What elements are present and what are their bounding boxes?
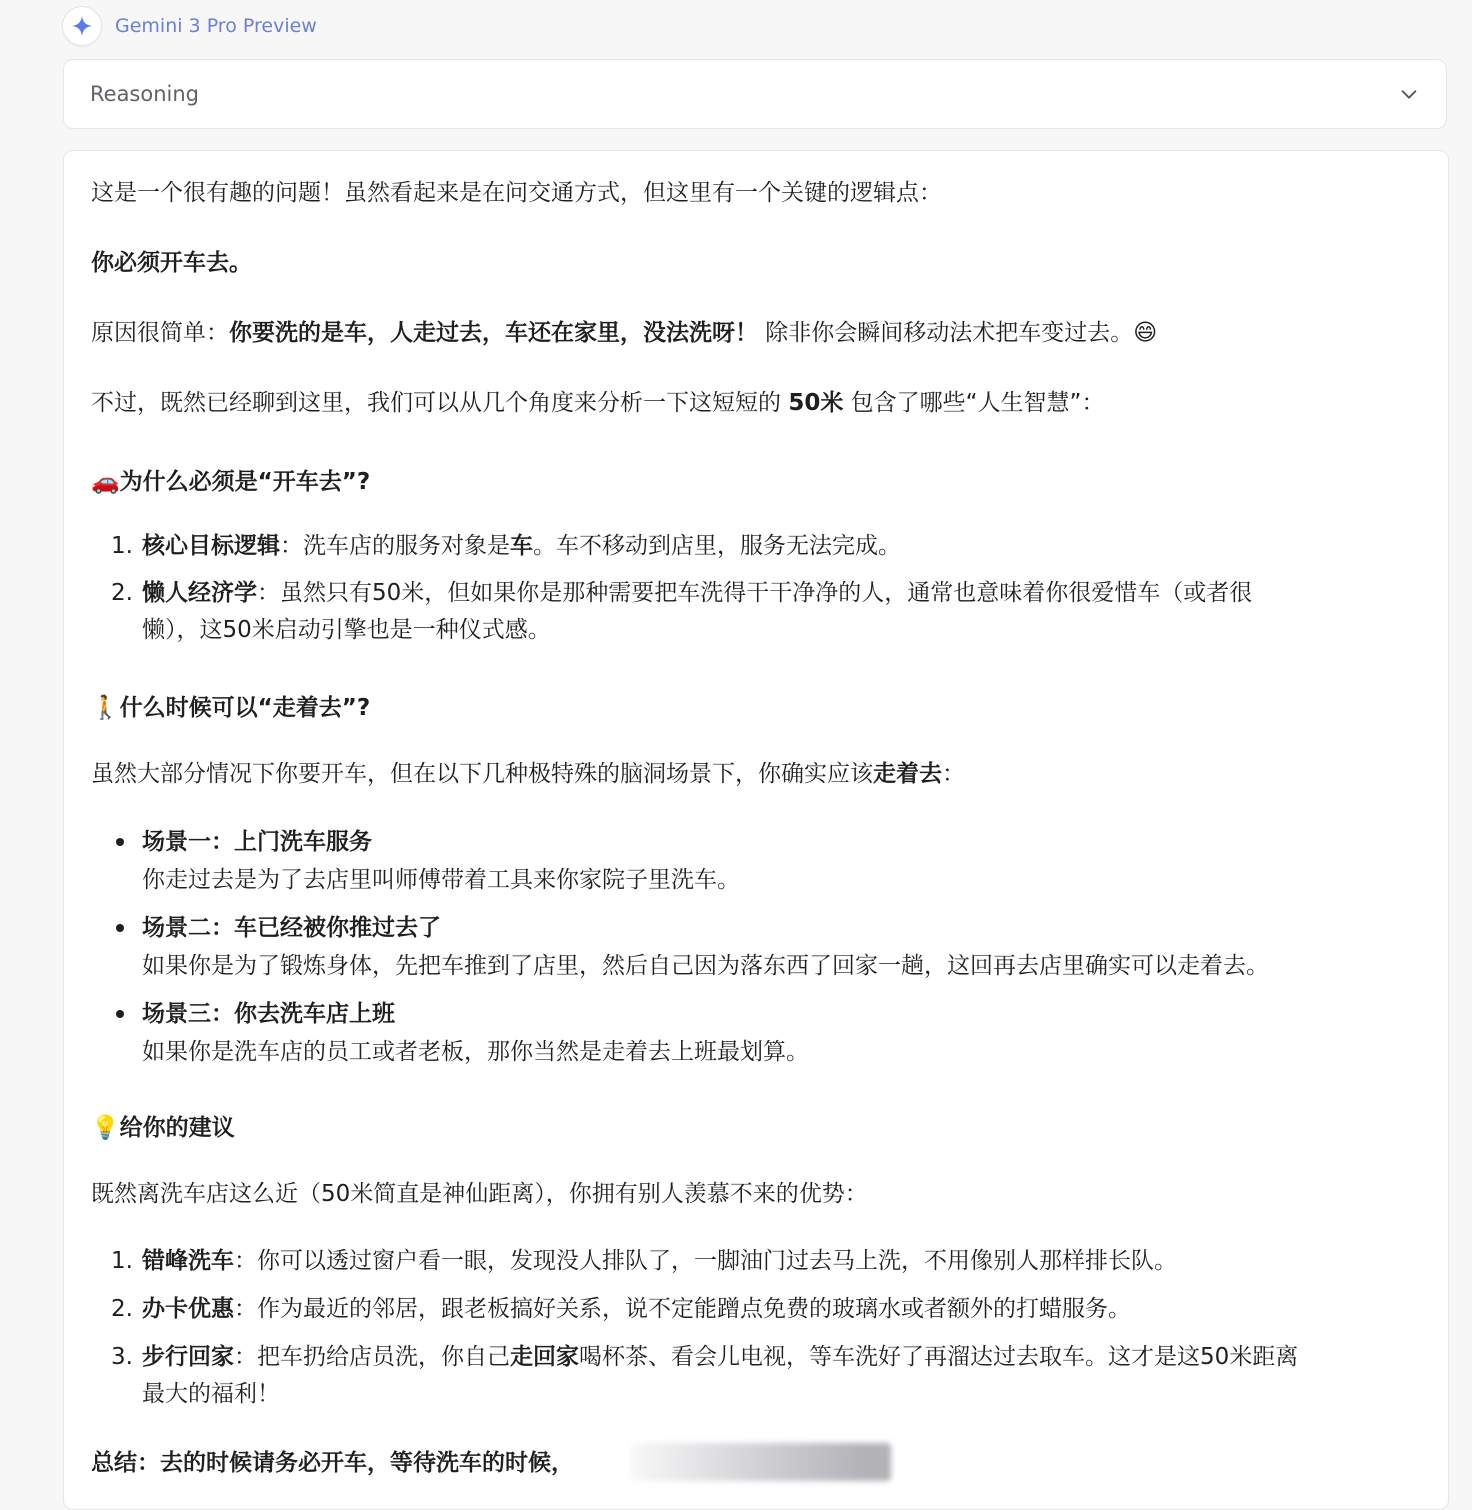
transition-a: 不过，既然已经聊到这里，我们可以从几个角度来分析一下这短短的 — [91, 390, 789, 416]
reasoning-toggle[interactable] — [63, 59, 1447, 129]
model-name: Gemini 3 Pro Preview — [115, 15, 317, 37]
item-text-a: ：洗车店的服务对象是 — [280, 533, 510, 559]
section2-heading — [91, 691, 370, 725]
reason-bold: 你要洗的是车，人走过去，车还在家里，没法洗呀！ — [229, 320, 758, 346]
item-text-b: 喝杯茶、看会儿电视，等车洗好了再溜达过去取车。这才是这50米距离 — [579, 1344, 1299, 1370]
section2-intro-bold: 走着去 — [873, 761, 942, 787]
walking-person-icon: 🚶 — [91, 695, 120, 721]
section3-intro: 既然离洗车店这么近（50米简直是神仙距离），你拥有别人羡慕不来的优势： — [91, 1181, 868, 1207]
scenario-title: 场景三：你去洗车店上班 — [142, 1001, 395, 1027]
bullet-dot — [116, 1010, 124, 1018]
transition-paragraph — [91, 386, 1104, 420]
bullet-dot — [116, 838, 124, 846]
lightbulb-icon: 💡 — [91, 1115, 120, 1141]
item-number: 2. — [111, 580, 133, 606]
reason-prefix: 原因很简单： — [91, 320, 229, 346]
item-bold2: 车 — [510, 533, 533, 559]
item-number: 1. — [111, 533, 133, 559]
section3-heading — [91, 1111, 235, 1145]
section2-intro — [91, 757, 965, 791]
bullet-dot — [116, 924, 124, 932]
section2-intro-b: ： — [942, 761, 965, 787]
chevron-down-icon[interactable] — [1398, 83, 1420, 105]
section1-heading — [91, 465, 370, 499]
item-bold: 懒人经济学 — [142, 580, 257, 606]
model-avatar — [62, 6, 102, 46]
item-number: 3. — [111, 1344, 133, 1370]
item-bold: 步行回家 — [142, 1344, 234, 1370]
reason-paragraph — [91, 316, 1157, 350]
reason-suffix: 除非你会瞬间移动法术把车变过去。😄 — [758, 320, 1158, 346]
item-text-a: ：把车扔给店员洗，你自己 — [234, 1344, 510, 1370]
item-text-b: 懒），这50米启动引擎也是一种仪式感。 — [142, 617, 551, 643]
item-bold2: 走回家 — [510, 1344, 579, 1370]
item-bold: 办卡优惠 — [142, 1296, 234, 1322]
item-number: 2. — [111, 1296, 133, 1322]
section2-title: 什么时候可以“走着去”? — [119, 695, 371, 721]
item-text-b: 。车不移动到店里，服务无法完成。 — [533, 533, 901, 559]
sparkle-icon — [71, 15, 93, 37]
verdict-text: 你必须开车去。 — [91, 250, 252, 276]
transition-b: 包含了哪些“人生智慧”： — [843, 390, 1105, 416]
item-text-c: 最大的福利！ — [142, 1381, 280, 1407]
section3-title: 给你的建议 — [119, 1115, 235, 1141]
section2-intro-a: 虽然大部分情况下你要开车，但在以下几种极特殊的脑洞场景下，你确实应该 — [91, 761, 873, 787]
message-header — [62, 6, 317, 46]
scenario-title: 场景一：上门洗车服务 — [142, 829, 372, 855]
section1-title: 为什么必须是“开车去”? — [119, 469, 371, 495]
scenario-text: 如果你是为了锻炼身体，先把车推到了店里，然后自己因为落东西了回家一趟，这回再去店里确实可以走着去。 — [142, 953, 1269, 979]
scenario-text: 如果你是洗车店的员工或者老板，那你当然是走着去上班最划算。 — [142, 1039, 809, 1065]
intro-text: 这是一个很有趣的问题！虽然看起来是在问交通方式，但这里有一个关键的逻辑点： — [91, 180, 942, 206]
item-bold: 核心目标逻辑 — [142, 533, 280, 559]
scenario-text: 你走过去是为了去店里叫师傅带着工具来你家院子里洗车。 — [142, 867, 740, 893]
transition-bold: 50米 — [788, 390, 844, 416]
summary-text: 总结：去的时候请务必开车，等待洗车的时候， — [91, 1450, 574, 1476]
scenario-title: 场景二：车已经被你推过去了 — [142, 915, 441, 941]
answer-card — [63, 150, 1449, 1510]
item-bold: 错峰洗车 — [142, 1248, 234, 1274]
item-text-a: ：虽然只有50米，但如果你是那种需要把车洗得干干净净的人，通常也意味着你很爱惜车（或者很 — [257, 580, 1253, 606]
reasoning-label: Reasoning — [90, 82, 200, 106]
item-text: ：你可以透过窗户看一眼，发现没人排队了，一脚油门过去马上洗，不用像别人那样排长队。 — [234, 1248, 1177, 1274]
watermark-overlay — [631, 1443, 891, 1481]
car-icon: 🚗 — [91, 469, 120, 495]
item-number: 1. — [111, 1248, 133, 1274]
item-text: ：作为最近的邻居，跟老板搞好关系，说不定能蹭点免费的玻璃水或者额外的打蜡服务。 — [234, 1296, 1131, 1322]
